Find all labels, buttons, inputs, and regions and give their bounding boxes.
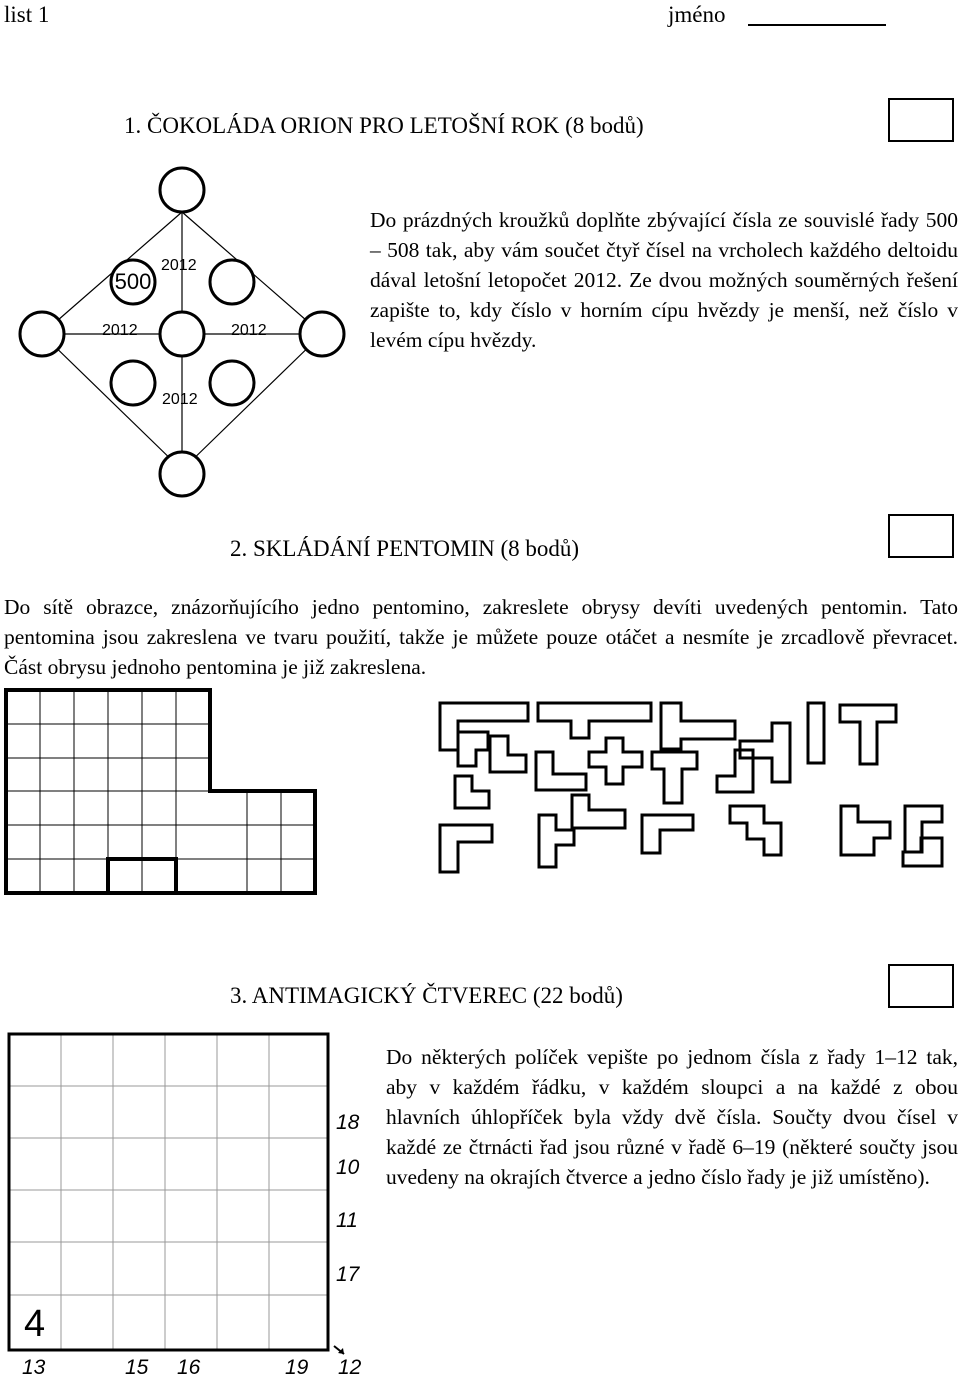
piece-l4	[642, 815, 693, 853]
bottom-sum-col4: 16	[177, 1356, 201, 1379]
task2-score-box[interactable]	[888, 514, 954, 558]
task1-instructions: Do prázdných kroužků doplňte zbývající čísla ze souvislé řady 500 – 508 tak, aby vám součet čtyř čísel na vrcholech každého deltoidu dával letošní letopočet 2012. Ze dvou možných souměrných řešení zapište to, kdy číslo v horním cípu hvězdy je menší, než číslo v levém cípu hvězdy.	[370, 208, 958, 352]
right-sum-row4: 11	[336, 1209, 358, 1232]
antimagic-square[interactable]	[0, 1025, 370, 1380]
circle-lower-right[interactable]	[210, 361, 254, 405]
circle-left[interactable]	[20, 312, 64, 356]
circle-right[interactable]	[300, 312, 344, 356]
bottom-sum-col3: 15	[125, 1356, 149, 1379]
name-label: jméno	[668, 2, 726, 27]
piece-l2	[536, 752, 586, 790]
piece-l3	[572, 795, 625, 828]
piece-t2	[652, 752, 697, 803]
piece-l5	[905, 806, 942, 852]
task3-score-box[interactable]	[888, 964, 954, 1008]
task1-title: 1. ČOKOLÁDA ORION PRO LETOŠNÍ ROK (8 bodů)	[124, 113, 644, 138]
circle-upper-right[interactable]	[210, 260, 254, 304]
task3-title: 3. ANTIMAGICKÝ ČTVEREC (22 bodů)	[230, 983, 623, 1008]
sheet-label: list 1	[4, 2, 50, 27]
piece-v	[440, 825, 492, 872]
circle-center[interactable]	[160, 312, 204, 356]
piece-f	[539, 815, 574, 867]
task3-instructions: Do některých políček vepište po jednom čísla z řady 1–12 tak, aby v každém řádku, v každém sloupci a na každé z obou hlavních úhlopříček byla vždy dvě čísla. Součty dvou čísel v každé ze čtrnácti řad jsou různé v řadě 6–19 (některé součty jsou uvedeny na okrajích čtverce a jedno číslo řady je již umístěno).	[386, 1045, 958, 1189]
diagonal-sum: 12	[338, 1356, 362, 1379]
piece-j	[717, 750, 753, 792]
piece-l	[440, 703, 528, 750]
piece-f-shape	[661, 703, 735, 749]
name-field[interactable]	[748, 24, 886, 26]
pentomino-pieces	[430, 690, 960, 880]
piece-p	[455, 776, 489, 808]
sum-label-left: 2012	[102, 322, 138, 339]
task1-score-box[interactable]	[888, 98, 954, 142]
piece-w	[730, 806, 781, 855]
task2-title: 2. SKLÁDÁNÍ PENTOMIN (8 bodů)	[230, 536, 580, 561]
piece-u	[458, 732, 488, 766]
piece-y	[538, 703, 651, 738]
given-number: 500	[114, 269, 152, 294]
piece-v-small	[490, 736, 526, 772]
task2-instructions: Do sítě obrazce, znázorňujícího jedno pentomino, zakreslete obrysy devíti uvedených pentomin. Tato pentomina jsou zakreslena ve tvaru použití, takže je můžete pouze otáčet a nesmíte je zrcadlově převracet. Část obrysu jednoho pentomina je již zakreslena.	[4, 595, 958, 679]
placed-number: 4	[24, 1303, 46, 1345]
sum-label-upper-right: 2012	[161, 257, 197, 274]
piece-i	[808, 703, 824, 763]
right-sum-row2: 18	[336, 1111, 360, 1134]
piece-s	[903, 838, 942, 866]
right-sum-row3: 10	[336, 1156, 360, 1179]
circle-top[interactable]	[160, 168, 204, 212]
piece-x	[589, 738, 642, 784]
star-figure	[0, 160, 380, 500]
pentomino-grid[interactable]	[0, 680, 340, 900]
piece-p2	[841, 806, 890, 855]
sum-label-bottom: 2012	[162, 391, 198, 408]
bottom-sum-col6: 19	[285, 1356, 309, 1379]
piece-t	[840, 705, 896, 764]
bottom-sum-col1: 13	[22, 1356, 46, 1379]
sum-label-right: 2012	[231, 322, 267, 339]
piece-n	[740, 723, 790, 782]
right-sum-row5: 17	[336, 1263, 360, 1286]
circle-lower-left[interactable]	[111, 361, 155, 405]
circle-bottom[interactable]	[160, 452, 204, 496]
